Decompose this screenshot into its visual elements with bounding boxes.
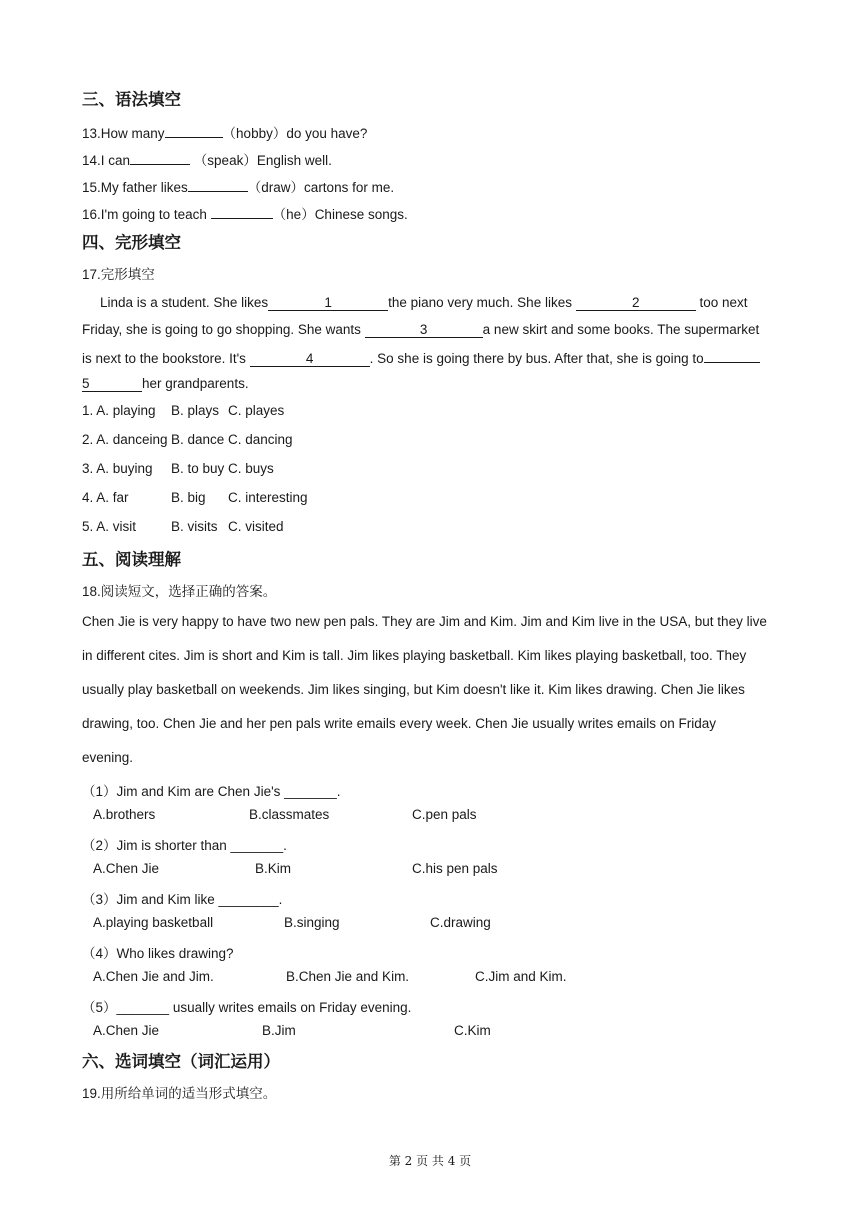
vocab-title: 19.用所给单词的适当形式填空。	[82, 1086, 277, 1101]
option-a[interactable]: A.brothers	[93, 807, 156, 822]
cloze-title: 17.完形填空	[82, 267, 155, 282]
reading-question-3: （3）Jim and Kim like ________.	[82, 892, 283, 907]
cloze-blank-5[interactable]: 5	[82, 377, 142, 392]
section-heading-vocab: 六、选词填空（词汇运用）	[82, 1052, 280, 1071]
question-14: 14.I can （speak）English well.	[82, 150, 332, 170]
section-heading-cloze: 四、完形填空	[82, 233, 181, 252]
cloze-line-4: 5 her grandparents.	[82, 376, 249, 391]
option-a[interactable]: 1. A. playing	[82, 403, 156, 418]
option-b[interactable]: B. plays	[171, 403, 220, 418]
question-16: 16.I'm going to teach （he）Chinese songs.	[82, 204, 408, 224]
section-heading-reading: 五、阅读理解	[82, 550, 181, 569]
passage-line: in different cites. Jim is short and Kim is tall. Jim likes playing basketball. Kim likes playing basketball, too. They	[82, 648, 747, 663]
option-a[interactable]: 5. A. visit	[82, 519, 137, 534]
option-a[interactable]: A.Chen Jie	[93, 861, 160, 876]
question-13: 13.How many （hobby）do you have?	[82, 123, 367, 143]
option-a[interactable]: 2. A. danceing	[82, 432, 168, 447]
option-b[interactable]: B.singing	[284, 915, 340, 930]
cloze-blank-4[interactable]: 4	[250, 352, 370, 367]
reading-question-2: （2）Jim is shorter than _______.	[82, 838, 287, 853]
option-c[interactable]: C. buys	[228, 461, 274, 476]
answer-blank[interactable]	[130, 150, 190, 165]
page-number: 第 2 页 共 4 页	[388, 1154, 472, 1168]
option-c[interactable]: C. interesting	[228, 490, 308, 505]
option-c[interactable]: C. dancing	[228, 432, 293, 447]
reading-question-4: （4）Who likes drawing?	[82, 946, 234, 961]
option-a[interactable]: A.playing basketball	[93, 915, 214, 930]
answer-blank[interactable]	[165, 123, 223, 138]
option-c[interactable]: C.pen pals	[412, 807, 477, 822]
option-a[interactable]: 3. A. buying	[82, 461, 153, 476]
option-c[interactable]: C. playes	[228, 403, 285, 418]
option-c[interactable]: C.drawing	[430, 915, 491, 930]
option-c[interactable]: C.his pen pals	[412, 861, 498, 876]
option-b[interactable]: B.Kim	[255, 861, 292, 876]
option-b[interactable]: B.Jim	[262, 1023, 296, 1038]
reading-question-1: （1）Jim and Kim are Chen Jie's _______.	[82, 784, 341, 799]
option-b[interactable]: B.Chen Jie and Kim.	[286, 969, 410, 984]
option-b[interactable]: B. big	[171, 490, 206, 505]
cloze-line-2: Friday, she is going to go shopping. She wants 3 a new skirt and some books. The supermarket	[82, 322, 760, 337]
cloze-blank-5-start[interactable]	[704, 348, 760, 363]
cloze-blank-3[interactable]: 3	[365, 323, 483, 338]
option-b[interactable]: B.classmates	[249, 807, 330, 822]
section-heading-grammar: 三、语法填空	[82, 90, 181, 109]
reading-question-5: （5）_______ usually writes emails on Friday evening.	[82, 1000, 412, 1015]
cloze-line-1: Linda is a student. She likes 1 the piano very much. She likes 2 too next	[100, 295, 748, 310]
passage-line: evening.	[82, 750, 134, 765]
option-a[interactable]: 4. A. far	[82, 490, 129, 505]
option-b[interactable]: B. visits	[171, 519, 218, 534]
passage-line: drawing, too. Chen Jie and her pen pals write emails every week. Chen Jie usually writes emails on Friday	[82, 716, 717, 731]
passage-line: Chen Jie is very happy to have two new pen pals. They are Jim and Kim. Jim and Kim live in the USA, but they live	[82, 614, 767, 629]
passage-line: usually play basketball on weekends. Jim likes singing, but Kim doesn't like it. Kim likes drawing. Chen Jie likes	[82, 682, 745, 697]
option-b[interactable]: B. dance	[171, 432, 225, 447]
option-b[interactable]: B. to buy	[171, 461, 225, 476]
answer-blank[interactable]	[188, 177, 248, 192]
option-c[interactable]: C.Kim	[454, 1023, 491, 1038]
cloze-blank-1[interactable]: 1	[268, 296, 388, 311]
answer-blank[interactable]	[211, 204, 273, 219]
cloze-blank-2[interactable]: 2	[576, 296, 696, 311]
reading-title: 18.阅读短文，选择正确的答案。	[82, 584, 277, 599]
option-a[interactable]: A.Chen Jie and Jim.	[93, 969, 214, 984]
cloze-line-3: is next to the bookstore. It's 4 . So she is going there by bus. After that, she is going to	[82, 348, 760, 368]
option-c[interactable]: C. visited	[228, 519, 284, 534]
option-a[interactable]: A.Chen Jie	[93, 1023, 160, 1038]
option-c[interactable]: C.Jim and Kim.	[475, 969, 567, 984]
question-15: 15.My father likes （draw）cartons for me.	[82, 177, 394, 197]
